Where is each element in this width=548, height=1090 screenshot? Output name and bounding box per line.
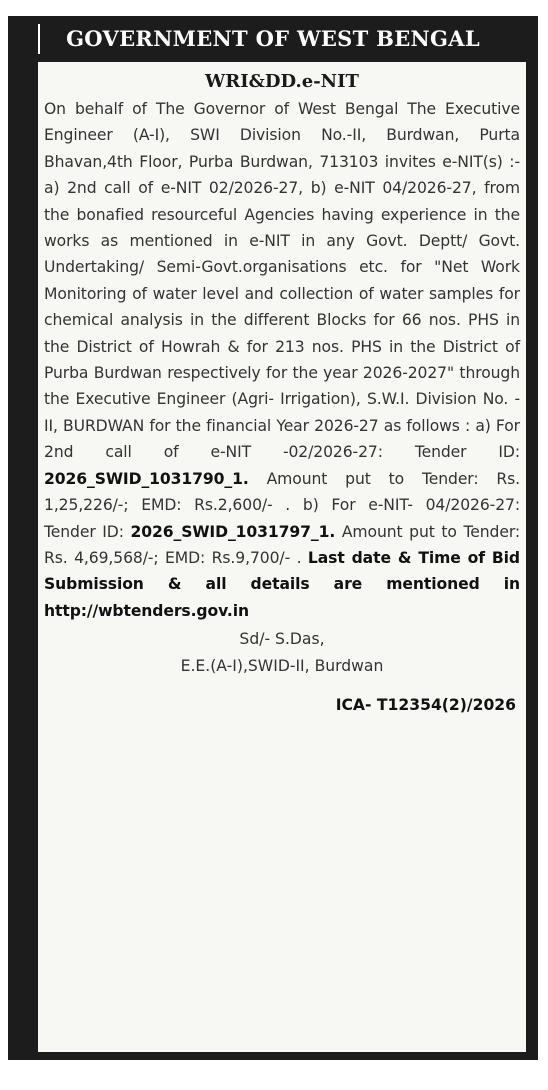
signature-designation: E.E.(A-I),SWID-II, Burdwan — [180, 657, 384, 676]
notice-text-part-2: Amount put to Tender: Rs. 1,25,226/-; EMD: Rs.2,600/- . b) For e-NIT- 04/2026-27: Tender ID: — [44, 469, 521, 541]
notice-frame — [8, 16, 538, 1060]
submission-details: Last date & Time of Bid Submission & all details are mentioned in http://wbtenders.gov.in — [44, 548, 520, 620]
notice-text-part-1: On behalf of The Governor of West Bengal The Executive Engineer (A-I), SWI Division No.-II, Burdwan, Purta Bhavan,4th Floor, Purba Burdwan, 713103 invites e-NIT(s) :- a) 2nd call of e-NIT 02/2026-27, b) e-NIT 04/2026-27, from the bonafied resourceful Agencies having experience in the works as mentioned in e-NIT in any Govt. Deptt/ Govt. Undertaking/ Semi-Govt.organisations etc. for "Net Work Monitoring of water level and collection of water samples for chemical analysis in the different Blocks for 66 nos. PHS in the District of Howrah & for 213 nos. PHS in the District of Purba Burdwan respectively for the year 2026-2027" through the Executive Engineer (Agri- Irrigation), S.W.I. Division No. -II, BURDWAN for the financial Year 2026-27 as follows : a) For 2nd call of e-NIT -02/2026-27: Tender ID: — [44, 100, 520, 462]
notice-panel — [38, 62, 526, 1052]
notice-text-part-3: Amount put to Tender: Rs. 4,69,568/-; EMD: Rs.9,700/- . — [44, 522, 521, 567]
signature-block — [44, 626, 520, 680]
nit-title: WRI&DD.e-NIT — [205, 71, 359, 92]
signature-name: Sd/- S.Das, — [239, 630, 325, 649]
tender-id-2: 2026_SWID_1031797_1. — [130, 522, 336, 541]
government-header: GOVERNMENT OF WEST BENGAL — [66, 25, 480, 51]
reference-number: ICA- T12354(2)/2026 — [335, 696, 516, 715]
tender-id-1: 2026_SWID_1031790_1. — [44, 469, 249, 488]
notice-body — [44, 96, 520, 624]
